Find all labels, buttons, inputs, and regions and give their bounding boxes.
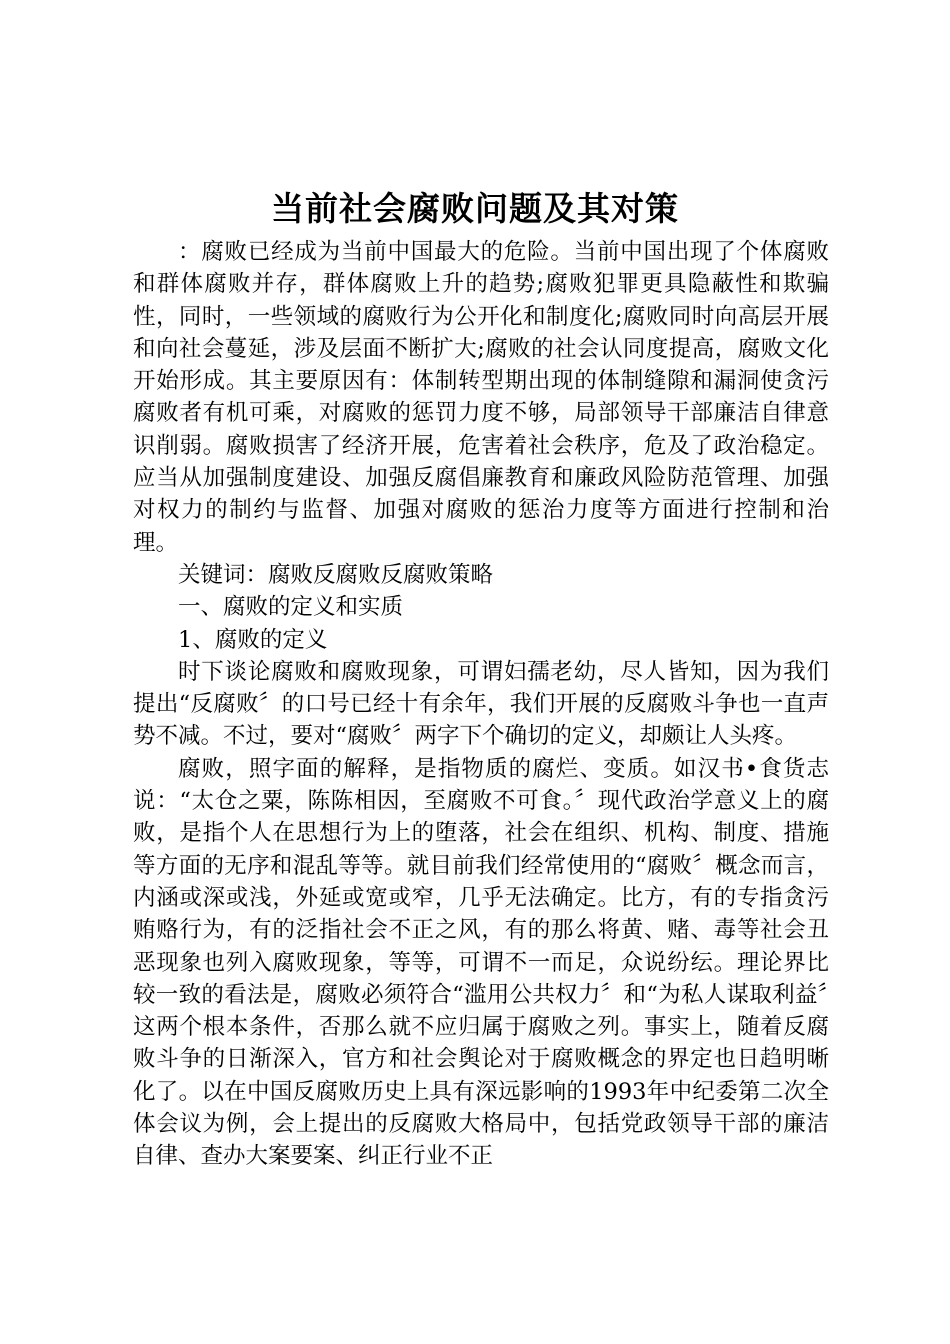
body-paragraph: 时下谈论腐败和腐败现象，可谓妇孺老幼，尽人皆知，因为我们提出“反腐败〞的口号已经十有余年，我们开展的反腐败斗争也一直声势不减。不过，要对“腐败〞两字下个确切的定义，却颇让人头疼。 [133, 658, 829, 750]
abstract-paragraph: ：腐败已经成为当前中国最大的危险。当前中国出现了个体腐败和群体腐败并存，群体腐败上升的趋势;腐败犯罪更具隐蔽性和欺骗性，同时，一些领域的腐败行为公开化和制度化;腐败同时向高层开展和向社会蔓延，涉及层面不断扩大;腐败的社会认同度提高，腐败文化开始形成。其主要原因有：体制转型期出现的体制缝隙和漏洞使贪污腐败者有机可乘，对腐败的惩罚力度不够，局部领导干部廉洁自律意识削弱。腐败损害了经济开展，危害着社会秩序，危及了政治稳定。应当从加强制度建设、加强反腐倡廉教育和廉政风险防范管理、加强对权力的制约与监督、加强对腐败的惩治力度等方面进行控制和治理。 [133, 239, 829, 556]
document-title: 当前社会腐败问题及其对策 [271, 189, 679, 228]
document-body [133, 236, 829, 1173]
subsection-heading: 1、腐败的定义 [178, 626, 328, 653]
body-paragraph: 腐败，照字面的解释，是指物质的腐烂、变质。如汉书•食货志说：“太仓之粟，陈陈相因，至腐败不可食。〞现代政治学意义上的腐败，是指个人在思想行为上的堕落，社会在组织、机构、制度、措施等方面的无序和混乱等等。就目前我们经常使用的“腐败〞概念而言，内涵或深或浅，外延或宽或窄，几乎无法确定。比方，有的专指贪污贿赂行为，有的泛指社会不正之风，有的那么将黄、赌、毒等社会丑恶现象也列入腐败现象，等等，可谓不一而足，众说纷纭。理论界比较一致的看法是，腐败必须符合“滥用公共权力〞和“为私人谋取利益〞这两个根本条件，否那么就不应归属于腐败之列。事实上，随着反腐败斗争的日渐深入，官方和社会舆论对于腐败概念的界定也日趋明晰化了。以在中国反腐败历史上具有深远影响的1993年中纪委第二次全体会议为例，会上提出的反腐败大格局中，包括党政领导干部的廉洁自律、查办大案要案、纠正行业不正 [133, 755, 829, 1170]
keywords-line: 关键词：腐败反腐败反腐败策略 [178, 561, 494, 588]
section-heading: 一、腐败的定义和实质 [178, 594, 404, 621]
